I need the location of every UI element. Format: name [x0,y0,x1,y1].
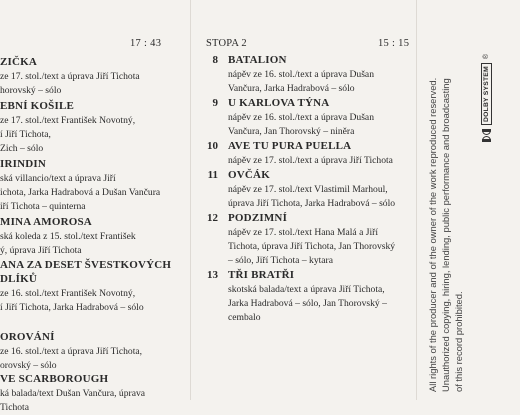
track-item [0,99,135,156]
track-title: ZIČKA [0,56,38,68]
track-title: U KARLOVA TÝNA [228,97,330,109]
rights-panel [420,0,520,400]
track-title: DLÍKŮ [0,273,38,285]
track-credit: Vančura, Jarka Hadrabová – sólo [228,83,355,94]
track-credit: Tichota, úprava Jiří Tichota, Jan Thorovský [228,241,396,252]
track-item [0,258,171,273]
dolby-label: DOLBY SYSTEM [481,63,492,125]
rights-line: of this record prohibited. [453,291,464,392]
track-number: 8 [212,54,218,66]
track-title: MINA AMOROSA [0,216,92,228]
track-item [198,53,413,96]
track-credit: nápěv ze 16. stol./text a úprava Dušan [228,69,374,80]
track-credit: úprava Jiří Tichota, Jarka Hadrabová – sólo [228,198,396,209]
track-credit: ze 16. stol./text a úprava Jiří Tichota, [0,346,143,357]
track-item [198,168,413,211]
track-credit: Vančura, Jan Thorovský – niněra [228,126,355,137]
track-item [198,268,413,325]
track-credit: cembalo [228,312,261,323]
track-item [0,372,145,415]
track-item [198,139,413,168]
track-number: 11 [207,169,218,181]
track-credit: orovský – sólo [0,360,57,371]
track-item [0,157,160,214]
track-title: IRINDIN [0,158,47,170]
track-title: VE SCARBOROUGH [0,373,109,385]
track-number: 10 [207,140,218,152]
track-credit: ká balada/text Dušan Vančura, úprava [0,388,146,399]
track-credit: nápěv ze 17. stol./text Vlastimil Marhoul, [228,184,388,195]
dolby-double-d-icon [482,129,491,142]
track-title: AVE TU PURA PUELLA [228,140,352,152]
side-1-duration: 17 : 43 [130,38,162,49]
side-2-label: STOPA 2 [206,38,247,49]
dolby-logo [476,53,496,142]
track-item [0,272,144,315]
track-credit: nápěv ze 16. stol./text a úprava Dušan [228,112,374,123]
track-credit: nápěv ze 17. stol./text a úprava Jiří Tichota [228,155,393,166]
rights-notice [426,12,465,392]
fold-line-right [416,0,417,400]
track-title: EBNÍ KOŠILE [0,100,75,112]
track-credit: ze 17. stol./text a úprava Jiří Tichota [0,71,140,82]
track-credit: ichota, Jarka Hadrabová a Dušan Vančura [0,187,161,198]
track-title: BATALION [228,54,287,66]
track-credit: í Jiří Tichota, Jarka Hadrabová – sólo [0,302,144,313]
track-title: PODZIMNÍ [228,212,288,224]
registered-mark: ® [482,53,490,60]
track-item [0,55,140,98]
fold-line-left [190,0,191,400]
track-title: OROVÁNÍ [0,331,55,343]
track-title: OVČÁK [228,169,270,181]
track-credit: – sólo, Jiří Tichota – kytara [228,255,333,266]
track-title: ANA ZA DESET ŠVESTKOVÝCH [0,259,172,271]
track-credit: í Jiří Tichota, [0,129,51,140]
side-2-duration: 15 : 15 [378,38,410,49]
track-item [0,215,136,258]
track-credit: Tichota [0,402,29,413]
track-credit: iří Tichota – quinterna [0,201,86,212]
track-credit: nápěv ze 17. stol./text Hana Malá a Jiří [228,227,378,238]
track-credit: ý, úprava Jiří Tichota [0,245,82,256]
track-number: 13 [207,269,218,281]
track-item [198,211,413,268]
track-title: TŘI BRATŘI [228,269,295,281]
track-credit: skotská balada/text a úprava Jiří Tichota, [228,284,385,295]
track-item [198,96,413,139]
track-item [0,330,142,373]
rights-line: All rights of the producer and of the owner of the work reproduced reserved. [427,77,438,392]
track-credit: Jarka Hadrabová – sólo, Jan Thorovský – [228,298,387,309]
track-credit: ze 16. stol./text František Novotný, [0,288,136,299]
track-credit: Zich – sólo [0,143,44,154]
track-number: 9 [212,97,218,109]
track-credit: ská villancio/text a úprava Jiří [0,173,116,184]
track-number: 12 [207,212,218,224]
track-credit: ská koleda z 15. stol./text František [0,231,136,242]
track-credit: horovský – sólo [0,85,62,96]
rights-line: Unauthorized copying, hiring, lending, public performance and broadcasting [440,78,451,392]
track-credit: ze 17. stol./text František Novotný, [0,115,136,126]
